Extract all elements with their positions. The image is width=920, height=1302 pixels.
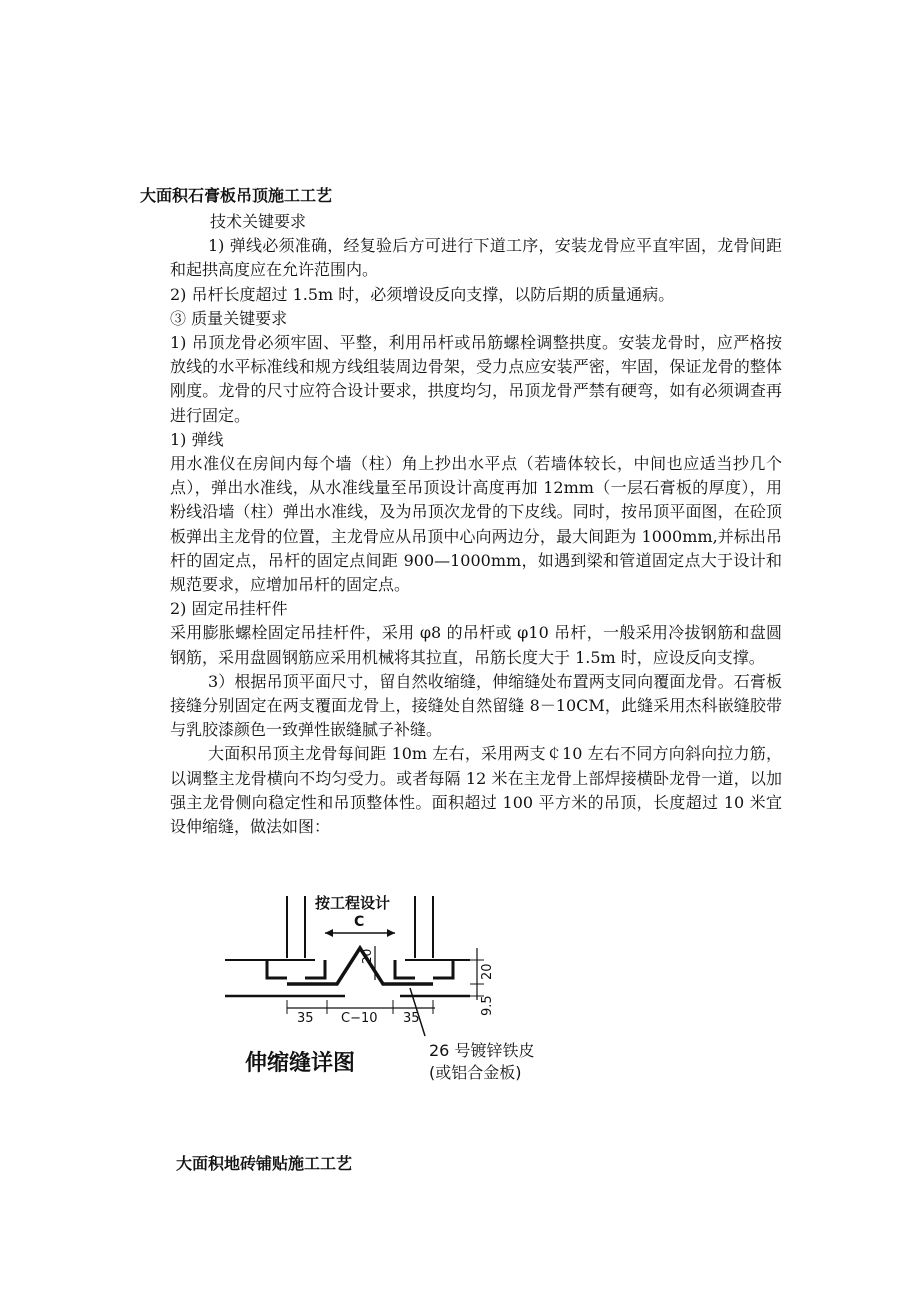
paragraph: 1) 弹线必须准确，经复验后方可进行下道工序，安装龙骨应平直牢固，龙骨间距和起拱高度应在允许范围内。 xyxy=(170,236,782,280)
dim-label-c: C xyxy=(354,914,365,930)
dim-label-35-left: 35 xyxy=(297,1011,314,1026)
expansion-joint-figure xyxy=(225,888,595,1138)
figure-caption: 伸缩缝详图 xyxy=(245,1051,356,1076)
paragraph: 2) 固定吊挂杆件 xyxy=(170,599,288,619)
figure-label-top: 按工程设计 xyxy=(315,894,391,912)
figure-note-line1: 26 号镀锌铁皮 xyxy=(429,1041,535,1060)
dim-label-20-right: 20 xyxy=(480,963,495,980)
arrow-head xyxy=(325,929,333,937)
paragraph: 技术关键要求 xyxy=(210,212,307,231)
paragraph: 1) 弹线 xyxy=(170,429,224,449)
dim-label-9-5: 9.5 xyxy=(480,995,495,1016)
paragraph: 1) 吊顶龙骨必须牢固、平整，利用吊杆或吊筋螺栓调整拱度。安装龙骨时，应严格按放线的水平标准线和规方线组装周边骨架，受力点应安装严密，牢固，保证龙骨的整体刚度。龙骨的尺寸应符合设计要求，拱度均匀，吊顶龙骨严禁有硬弯，如有必须调查再进行固定。 xyxy=(170,333,782,425)
section-title: 大面积石膏板吊顶施工工艺 xyxy=(140,186,333,205)
paragraph: 3）根据吊顶平面尺寸，留自然收缩缝，伸缩缝处布置两支同向覆面龙骨。石膏板接缝分别固定在两支覆面龙骨上，接缝处自然留缝 8－10CM，此缝采用杰科嵌缝胶带与乳胶漆颜色一致弹性嵌缝腻子补缝。 xyxy=(170,671,782,740)
dim-label-c-minus-10: C−10 xyxy=(341,1011,378,1026)
paragraph: 2) 吊杆长度超过 1.5m 时，必须增设反向支撑，以防后期的质量通病。 xyxy=(170,284,675,304)
channel-profile xyxy=(433,960,453,978)
paragraph: 采用膨胀螺栓固定吊挂杆件，采用 φ8 的吊杆或 φ10 吊杆，一般采用冷拔钢筋和盘圆钢筋，采用盘圆钢筋应采用机械将其拉直，吊筋长度大于 1.5m 时，应设反向支撑。 xyxy=(170,623,782,667)
dim-label-20-center: 20 xyxy=(360,948,374,964)
figure-note-line2: (或铝合金板) xyxy=(429,1063,522,1082)
paragraph: 大面积吊顶主龙骨每间距 10m 左右，采用两支￠10 左右不同方向斜向拉力筋，以调整主龙骨横向不均匀受力。或者每隔 12 米在主龙骨上部焊接横卧龙骨一道，以加强主龙骨侧向稳定性和吊顶整体性。面积超过 100 平方米的吊顶，长度超过 10 米宜设伸缩缝，做法如图： xyxy=(170,744,782,837)
next-section-title: 大面积地砖铺贴施工工艺 xyxy=(176,1154,353,1173)
expansion-joint-drawing xyxy=(225,888,595,1138)
body-text xyxy=(170,210,782,839)
channel-profile xyxy=(267,960,287,978)
channel-profile xyxy=(395,960,415,978)
channel-profile xyxy=(305,960,325,978)
dim-label-35-right: 35 xyxy=(403,1011,420,1026)
paragraph: ③ 质量关键要求 xyxy=(170,308,288,328)
arrow-head xyxy=(387,929,395,937)
paragraph: 用水准仪在房间内每个墙（柱）角上抄出水平点（若墙体较长，中间也应适当抄几个点），弹出水准线，从水准线量至吊顶设计高度再加 12mm（一层石膏板的厚度），用粉线沿墙（柱）弹出水准线，及为吊顶次龙骨的下皮线。同时，按吊顶平面图，在砼顶板弹出主龙骨的位置，主龙骨应从吊顶中心向两边分，最大间距为 1000mm,并标出吊杆的固定点，吊杆的固定点间距 900—1000mm，如遇到梁和管道固定点大于设计和规范要求，应增加吊杆的固定点。 xyxy=(170,454,782,595)
